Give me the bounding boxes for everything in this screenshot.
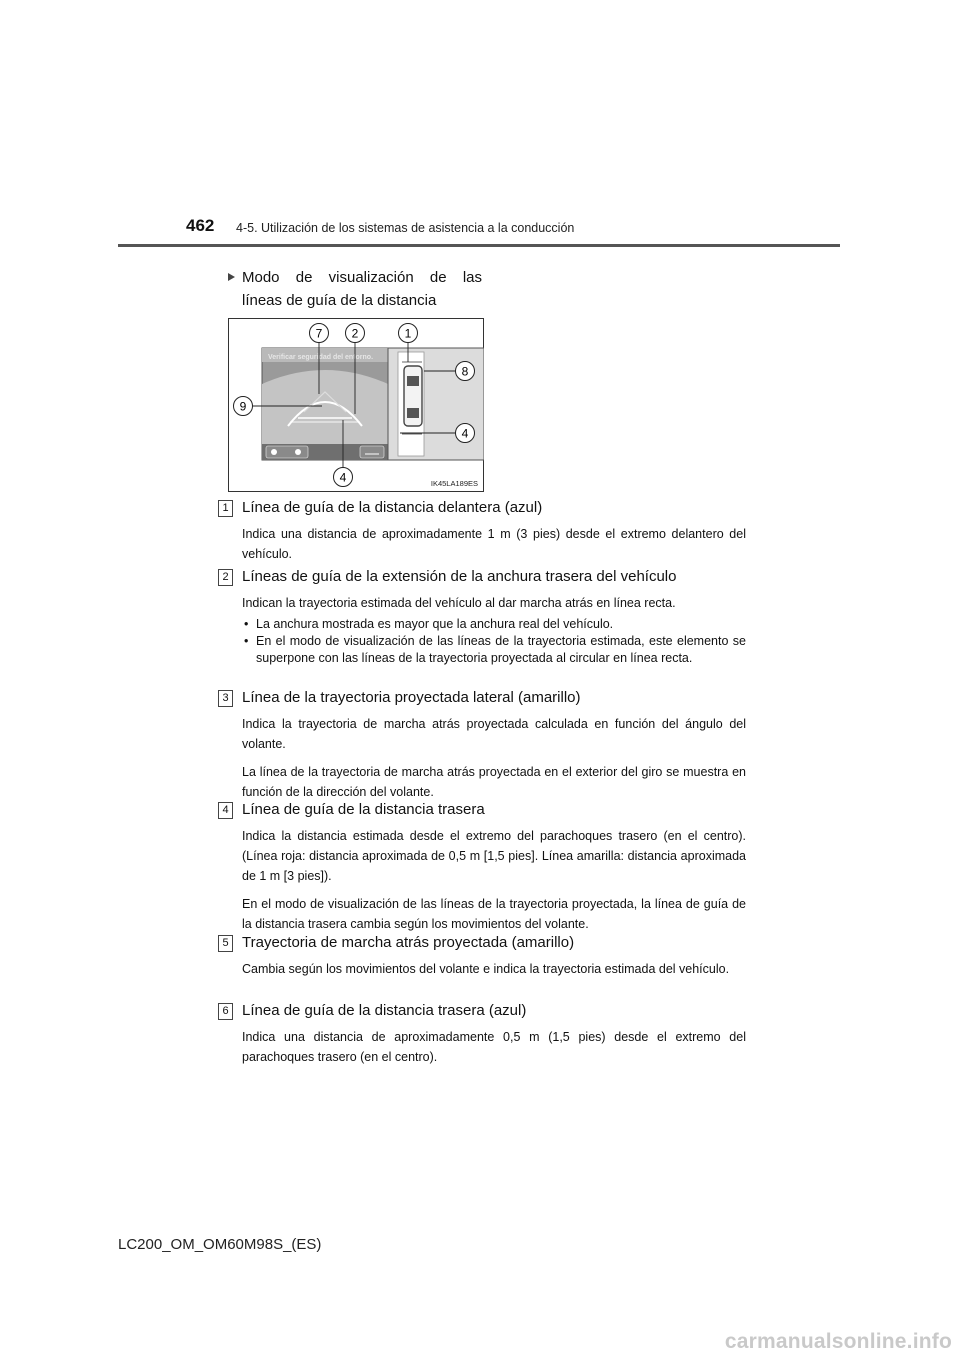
header-rule: [118, 244, 840, 247]
item-number-5: 5: [218, 935, 233, 952]
item-desc-5: Cambia según los movimientos del volante e indica la trayectoria estimada del vehículo.: [242, 962, 730, 976]
item-6: [218, 1001, 746, 1067]
item-2: [218, 567, 746, 667]
item-title-3: Línea de la trayectoria proyectada lateral (amarillo): [242, 689, 581, 706]
header-section-title: 4-5. Utilización de los sistemas de asistencia a la conducción: [236, 221, 575, 235]
item-desc-3b: La línea de la trayectoria de marcha atrás proyectada en el exterior del giro se muestra en función de la dirección del volante.: [242, 765, 746, 799]
mode-title-line-2: líneas de guía de la distancia: [242, 292, 437, 309]
svg-text:9: 9: [239, 399, 247, 414]
item-desc-4a: Indica la distancia estimada desde el extremo del parachoques trasero (en el centro). (Línea roja: distancia aproximada de 0,5 m [1,5 pies]. Línea amarilla: distancia aproximada de 1 m [3 pies]).: [242, 829, 746, 883]
bullet-item: • En el modo de visualización de las líneas de la trayectoria estimada, este elemento se superpone con las líneas de la trayectoria proyectada al circular en línea recta.: [242, 633, 746, 667]
callout-4-bottom: [334, 468, 353, 487]
callout-4-right: [456, 424, 475, 443]
item-2-bullets: [242, 616, 746, 667]
callout-9: [234, 397, 253, 416]
triangle-bullet-icon: [228, 273, 235, 281]
item-5: [218, 933, 746, 979]
item-desc-6: Indica una distancia de aproximadamente 0,5 m (1,5 pies) desde el extremo del parachoques trasero (en el centro).: [242, 1030, 746, 1064]
item-title-5: Trayectoria de marcha atrás proyectada (amarillo): [242, 934, 575, 951]
item-title-4: Línea de guía de la distancia trasera: [242, 801, 485, 818]
callout-2: [346, 324, 365, 343]
callout-7: [310, 324, 329, 343]
svg-text:8: 8: [461, 364, 469, 379]
camera-display-illustration: [228, 318, 484, 492]
callout-1: [399, 324, 418, 343]
item-number-1: 1: [218, 500, 233, 517]
item-number-6: 6: [218, 1003, 233, 1020]
item-title-2: Líneas de guía de la extensión de la anchura trasera del vehículo: [242, 568, 677, 585]
svg-text:7: 7: [315, 326, 323, 341]
watermark: carmanualsonline.info: [724, 1330, 952, 1353]
svg-text:4: 4: [339, 470, 347, 485]
item-3: [218, 688, 746, 802]
item-4: [218, 800, 746, 934]
item-desc-1: Indica una distancia de aproximadamente 1 m (3 pies) desde el extremo delantero del vehículo.: [242, 527, 746, 561]
item-desc-3a: Indica la trayectoria de marcha atrás proyectada calculada en función del ángulo del volante.: [242, 717, 746, 751]
item-desc-2: Indican la trayectoria estimada del vehículo al dar marcha atrás en línea recta.: [242, 596, 676, 610]
svg-text:1: 1: [404, 326, 412, 341]
image-code: IK45LA189ES: [430, 479, 478, 488]
item-number-4: 4: [218, 802, 233, 819]
item-number-3: 3: [218, 690, 233, 707]
item-title-6: Línea de guía de la distancia trasera (azul): [242, 1002, 527, 1019]
mode-title: [228, 266, 482, 312]
footer-doc-code: LC200_OM_OM60M98S_(ES): [118, 1236, 322, 1253]
header-page-number: 462: [186, 216, 215, 235]
bullet-item: • La anchura mostrada es mayor que la anchura real del vehículo.: [242, 616, 746, 633]
svg-text:2: 2: [351, 326, 359, 341]
svg-text:4: 4: [461, 426, 469, 441]
item-1: [218, 498, 746, 564]
mode-title-line-1: Modo de visualización de las: [242, 269, 482, 286]
item-number-2: 2: [218, 569, 233, 586]
item-desc-4b: En el modo de visualización de las líneas de la trayectoria proyectada, la línea de guía de la distancia trasera cambia según los movimientos del volante.: [242, 897, 746, 931]
callout-8: [456, 362, 475, 381]
screen-message: Verificar seguridad del entorno.: [268, 354, 374, 361]
item-title-1: Línea de guía de la distancia delantera (azul): [242, 499, 543, 516]
camera-display-figure: [228, 318, 484, 492]
